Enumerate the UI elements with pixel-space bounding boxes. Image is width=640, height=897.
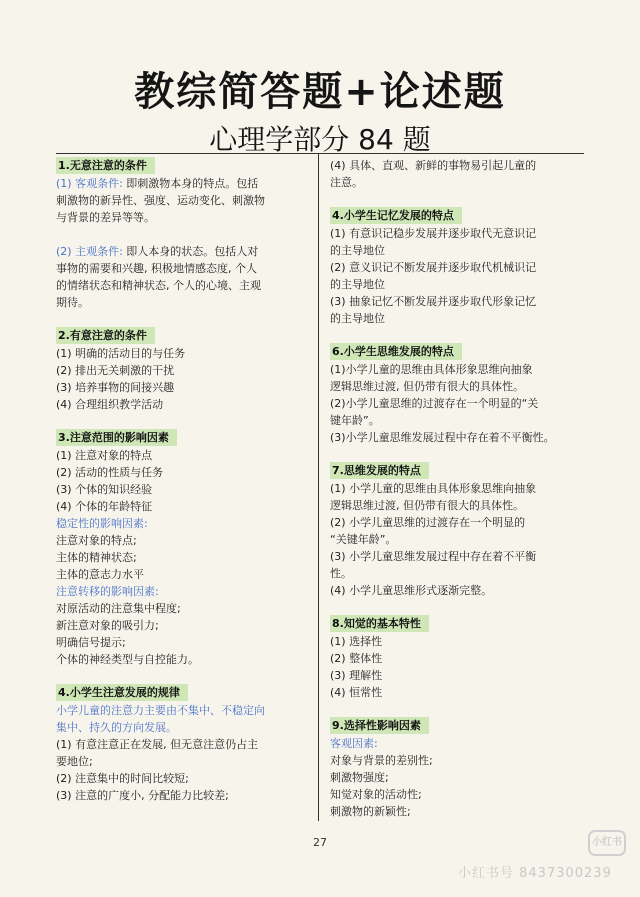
section-line: (1) 有意注意正在发展, 但无意注意仍占主 bbox=[56, 738, 259, 751]
section-line: 对原活动的注意集中程度; bbox=[56, 602, 181, 615]
right-section bbox=[330, 207, 592, 327]
section-line: 对象与背景的差别性; bbox=[330, 754, 433, 767]
right-section bbox=[330, 462, 592, 599]
section-line: 逻辑思维过渡, 但仍带有很大的具体性。 bbox=[330, 499, 524, 512]
section-line: (2) 整体性 bbox=[330, 652, 383, 665]
section-line: 小学儿童的注意力主要由不集中、不稳定向 bbox=[56, 704, 265, 717]
left-column bbox=[56, 157, 312, 820]
section-line: (2) 排出无关刺激的干扰 bbox=[56, 364, 175, 377]
section-line: 稳定性的影响因素: bbox=[56, 517, 148, 530]
section-heading: 2.有意注意的条件 bbox=[56, 327, 155, 344]
condition-text: 即刺激物本身的特点。包括 bbox=[122, 177, 259, 190]
section-heading: 7.思维发展的特点 bbox=[330, 462, 429, 479]
section-line: (3) 个体的知识经验 bbox=[56, 483, 153, 496]
page-title: 教综简答题+论述题 bbox=[134, 69, 506, 115]
left-section bbox=[56, 429, 312, 668]
section-line: (4) 恒常性 bbox=[330, 686, 383, 699]
right-section bbox=[330, 615, 592, 701]
section-line: (2)小学儿童思维的过渡存在一个明显的“关 bbox=[330, 397, 539, 410]
section-heading: 4.小学生记忆发展的特点 bbox=[330, 207, 462, 224]
section-line: 明确信号提示; bbox=[56, 636, 126, 649]
section-line: 集中、持久的方向发展。 bbox=[56, 721, 177, 734]
page-subtitle: 心理学部分 84 题 bbox=[209, 123, 431, 156]
section-line: (1)小学儿童的思维由具体形象思维向抽象 bbox=[330, 363, 533, 376]
section-line: 注意。 bbox=[330, 176, 363, 189]
page-number: 27 bbox=[313, 836, 327, 849]
section-line: 的情绪状态和精神状态, 个人的心境、主观 bbox=[56, 279, 261, 292]
left-section bbox=[56, 327, 312, 413]
section-line: 事物的需要和兴趣, 积极地情感态度, 个人 bbox=[56, 262, 257, 275]
section-line bbox=[56, 175, 312, 192]
watermark: 小红书号 8437300239 bbox=[458, 866, 612, 881]
section-line: 的主导地位 bbox=[330, 244, 385, 257]
section-line bbox=[56, 243, 312, 260]
section-line: (2) 小学儿童思维的过渡存在一个明显的 bbox=[330, 516, 526, 529]
right-column bbox=[330, 157, 592, 836]
condition-label: (2) 主观条件: bbox=[56, 245, 123, 258]
section-line: (1) 注意对象的特点 bbox=[56, 449, 153, 462]
section-line: (3)小学儿童思维发展过程中存在着不平衡性。 bbox=[330, 431, 555, 444]
section-line: 注意转移的影响因素: bbox=[56, 585, 159, 598]
condition-text: 即人本身的状态。包括人对 bbox=[122, 245, 259, 258]
section-line: 键年龄”。 bbox=[330, 414, 380, 427]
section-line: (3) 小学儿童思维发展过程中存在着不平衡 bbox=[330, 550, 537, 563]
section-line: 知觉对象的活动性; bbox=[330, 788, 422, 801]
section-line: (1) 选择性 bbox=[330, 635, 383, 648]
section-line: (3) 抽象记忆不断发展并逐步取代形象记忆 bbox=[330, 295, 537, 308]
section-line: (3) 注意的广度小, 分配能力比较差; bbox=[56, 789, 229, 802]
right-section bbox=[330, 343, 592, 446]
section-line: (4) 具体、直观、新鲜的事物易引起儿童的 bbox=[330, 159, 537, 172]
section-line: 刺激物的新颖性; bbox=[330, 805, 411, 818]
section-line: 性。 bbox=[330, 567, 352, 580]
section-heading: 9.选择性影响因素 bbox=[330, 717, 429, 734]
section-line: 注意对象的特点; bbox=[56, 534, 137, 547]
section-line: (2) 活动的性质与任务 bbox=[56, 466, 164, 479]
section-heading: 6.小学生思维发展的特点 bbox=[330, 343, 462, 360]
section-line: (4) 个体的年龄特征 bbox=[56, 500, 153, 513]
left-section bbox=[56, 684, 312, 804]
section-line: (2) 注意集中的时间比较短; bbox=[56, 772, 189, 785]
condition-label: (1) 客观条件: bbox=[56, 177, 123, 190]
section-heading: 8.知觉的基本特性 bbox=[330, 615, 429, 632]
section-line: 客观因素: bbox=[330, 737, 378, 750]
right-section bbox=[330, 157, 592, 191]
right-section bbox=[330, 717, 592, 820]
section-line: 新注意对象的吸引力; bbox=[56, 619, 159, 632]
section-line: (4) 合理组织教学活动 bbox=[56, 398, 164, 411]
section-line: (1) 有意识记稳步发展并逐步取代无意识记 bbox=[330, 227, 537, 240]
section-line: 要地位; bbox=[56, 755, 93, 768]
section-line: 的主导地位 bbox=[330, 278, 385, 291]
section-line: 刺激物强度; bbox=[330, 771, 389, 784]
section-line: (3) 培养事物的间接兴趣 bbox=[56, 381, 175, 394]
section-heading: 1.无意注意的条件 bbox=[56, 157, 155, 174]
section-line: (4) 小学儿童思维形式逐渐完整。 bbox=[330, 584, 493, 597]
left-section bbox=[56, 157, 312, 311]
section-line: 个体的神经类型与自控能力。 bbox=[56, 653, 199, 666]
section-line: 主体的精神状态; bbox=[56, 551, 137, 564]
section-line: 刺激物的新异性、强度、运动变化、刺激物 bbox=[56, 194, 265, 207]
column-divider bbox=[318, 153, 319, 821]
section-line: 主体的意志力水平 bbox=[56, 568, 144, 581]
section-line: 的主导地位 bbox=[330, 312, 385, 325]
section-line: “关键年龄”。 bbox=[330, 533, 397, 546]
section-line bbox=[56, 226, 312, 243]
section-line: (1) 明确的活动目的与任务 bbox=[56, 347, 186, 360]
section-line: 逻辑思维过渡, 但仍带有很大的具体性。 bbox=[330, 380, 524, 393]
section-line: 期待。 bbox=[56, 296, 89, 309]
section-line: (1) 小学儿童的思维由具体形象思维向抽象 bbox=[330, 482, 537, 495]
section-line: 与背景的差异等等。 bbox=[56, 211, 155, 224]
section-heading: 4.小学生注意发展的规律 bbox=[56, 684, 188, 701]
section-line: (2) 意义识记不断发展并逐步取代机械识记 bbox=[330, 261, 537, 274]
section-heading: 3.注意范围的影响因素 bbox=[56, 429, 177, 446]
top-divider bbox=[56, 153, 584, 154]
section-line: (3) 理解性 bbox=[330, 669, 383, 682]
xiaohongshu-logo: 小红书 bbox=[588, 830, 626, 856]
